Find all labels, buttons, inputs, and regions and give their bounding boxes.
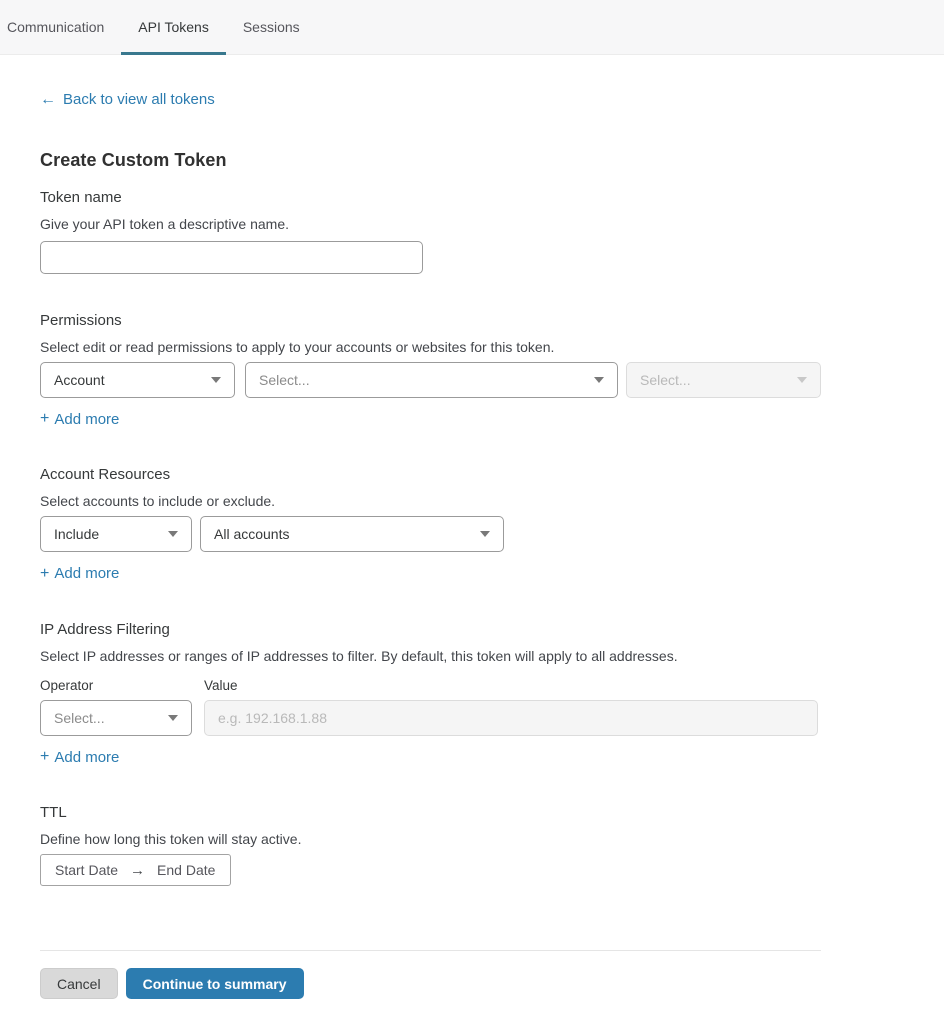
ttl-section bbox=[40, 804, 821, 886]
ip-filtering-row bbox=[40, 700, 821, 736]
ip-filtering-heading: IP Address Filtering bbox=[40, 620, 170, 638]
permissions-description: Select edit or read permissions to apply to your accounts or websites for this token. bbox=[40, 338, 555, 355]
chevron-down-icon bbox=[168, 531, 178, 537]
token-name-input[interactable] bbox=[40, 241, 423, 274]
permissions-row bbox=[40, 362, 821, 398]
token-name-heading: Token name bbox=[40, 188, 122, 206]
tab-api-tokens[interactable] bbox=[121, 0, 226, 54]
account-resources-add-more-link[interactable] bbox=[40, 565, 119, 582]
chevron-down-icon bbox=[168, 715, 178, 721]
ip-filtering-add-more-label: Add more bbox=[54, 748, 120, 766]
permission-scope-select-value: Account bbox=[54, 371, 105, 388]
plus-icon: + bbox=[40, 564, 50, 582]
ip-filtering-field-labels bbox=[40, 678, 821, 693]
permission-level-select-value: Select... bbox=[640, 371, 691, 388]
account-resources-row bbox=[40, 516, 821, 552]
back-arrow-icon: ← bbox=[40, 90, 56, 108]
token-name-description: Give your API token a descriptive name. bbox=[40, 215, 290, 232]
account-resources-mode-select[interactable] bbox=[40, 516, 192, 552]
tab-api-tokens-label: API Tokens bbox=[138, 19, 209, 35]
permissions-add-more-label: Add more bbox=[54, 410, 120, 428]
tab-sessions[interactable] bbox=[226, 0, 317, 54]
account-resources-section bbox=[40, 466, 821, 583]
ip-filtering-section bbox=[40, 621, 821, 767]
plus-icon: + bbox=[40, 748, 50, 765]
account-resources-add-more-label: Add more bbox=[54, 565, 120, 582]
permissions-section bbox=[40, 312, 821, 429]
account-resources-accounts-select-value: All accounts bbox=[214, 526, 290, 542]
continue-to-summary-button[interactable]: Continue to summary bbox=[126, 968, 304, 999]
account-resources-description: Select accounts to include or exclude. bbox=[40, 493, 276, 509]
account-resources-heading: Account Resources bbox=[40, 466, 171, 483]
ip-filtering-add-more-link[interactable] bbox=[40, 749, 119, 766]
start-date-field[interactable]: Start Date bbox=[55, 862, 119, 878]
ip-operator-select[interactable] bbox=[40, 700, 192, 736]
account-resources-mode-select-value: Include bbox=[54, 526, 100, 542]
right-arrow-icon: → bbox=[130, 861, 146, 879]
ip-operator-select-value: Select... bbox=[54, 709, 105, 726]
ip-filtering-description: Select IP addresses or ranges of IP addresses to filter. By default, this token will apply to all addresses. bbox=[40, 647, 678, 664]
chevron-down-icon bbox=[797, 377, 807, 383]
chevron-down-icon bbox=[594, 377, 604, 383]
value-label: Value bbox=[204, 677, 238, 693]
main-content bbox=[40, 55, 821, 999]
token-name-section bbox=[40, 189, 821, 274]
permission-level-select bbox=[626, 362, 821, 398]
page-title: Create Custom Token bbox=[40, 149, 227, 170]
tab-communication-label: Communication bbox=[7, 19, 105, 35]
permission-scope-select[interactable] bbox=[40, 362, 235, 398]
permission-group-select-value: Select... bbox=[259, 371, 310, 388]
chevron-down-icon bbox=[480, 531, 490, 537]
tab-bar bbox=[0, 0, 944, 55]
permission-group-select[interactable] bbox=[245, 362, 618, 398]
cancel-button[interactable]: Cancel bbox=[40, 968, 118, 999]
ttl-description: Define how long this token will stay active. bbox=[40, 831, 302, 847]
ttl-date-range-picker[interactable] bbox=[40, 854, 231, 886]
operator-label: Operator bbox=[40, 677, 94, 693]
account-resources-accounts-select[interactable] bbox=[200, 516, 504, 552]
footer-divider bbox=[40, 950, 821, 951]
tab-sessions-label: Sessions bbox=[242, 19, 300, 35]
ip-value-input bbox=[204, 700, 818, 736]
tab-communication[interactable] bbox=[0, 0, 121, 54]
permissions-heading: Permissions bbox=[40, 311, 122, 329]
permissions-add-more-link[interactable] bbox=[40, 411, 119, 428]
end-date-field[interactable]: End Date bbox=[157, 862, 216, 878]
plus-icon: + bbox=[40, 410, 50, 427]
chevron-down-icon bbox=[211, 377, 221, 383]
ttl-heading: TTL bbox=[40, 804, 67, 821]
back-to-tokens-link[interactable] bbox=[40, 91, 215, 108]
footer-actions bbox=[40, 968, 821, 999]
back-link-label: Back to view all tokens bbox=[63, 91, 215, 108]
